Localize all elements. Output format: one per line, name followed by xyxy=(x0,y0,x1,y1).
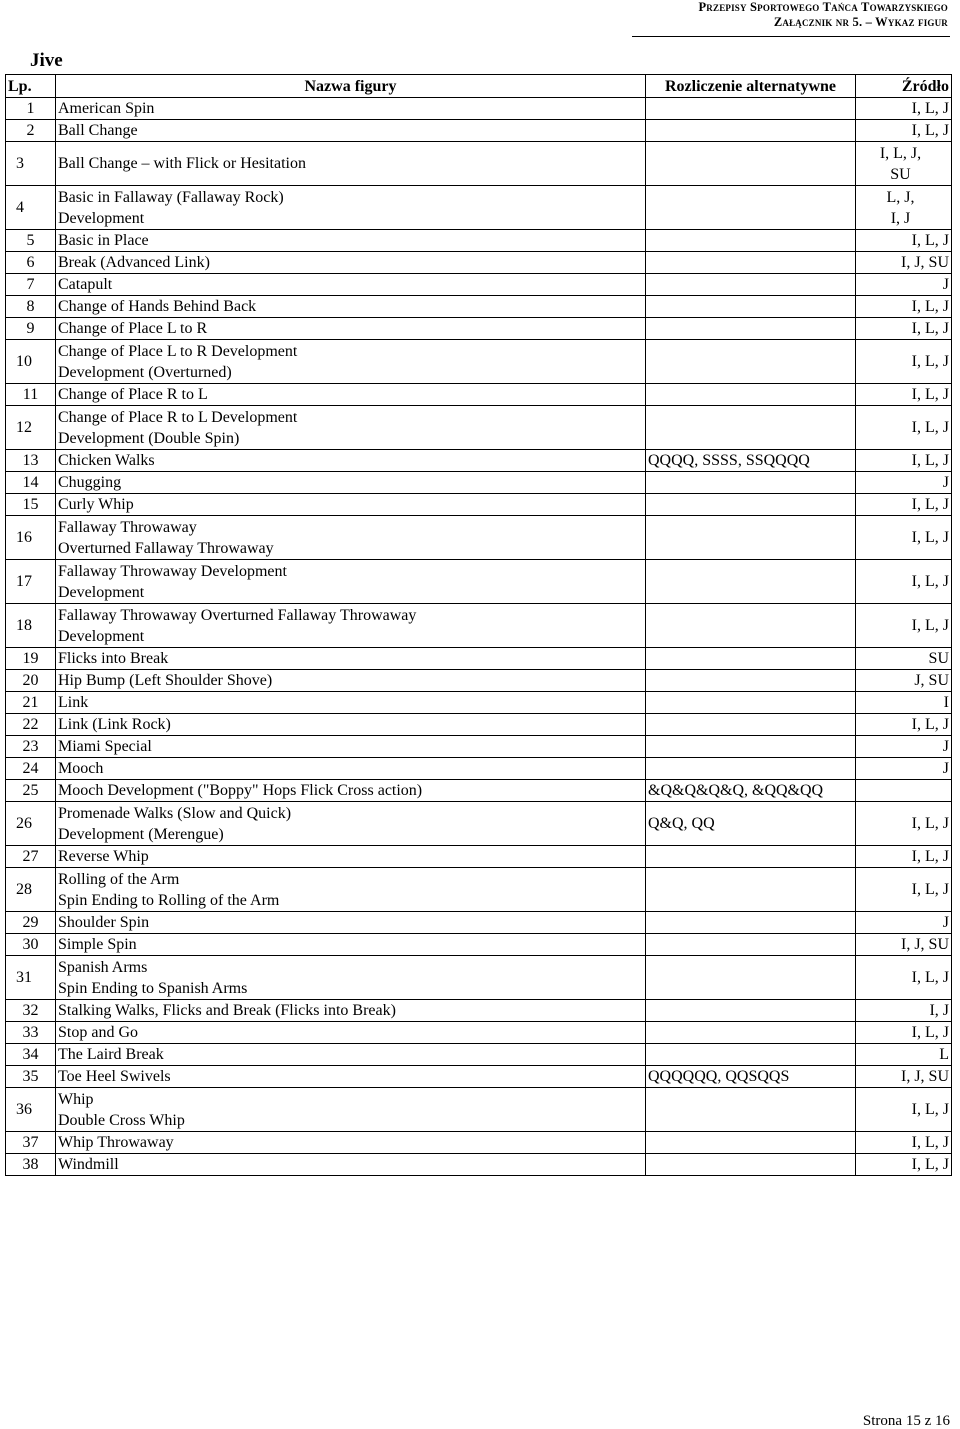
source-line: I, L, J xyxy=(911,573,949,590)
table-row xyxy=(6,450,952,472)
cell-alternative-count xyxy=(646,1000,856,1022)
cell-lp: 20 xyxy=(6,670,56,692)
cell-alternative-count xyxy=(646,560,856,604)
cell-alternative-count: QQQQ, SSSS, SSQQQQ xyxy=(646,450,856,472)
source-line: L xyxy=(939,1046,949,1063)
figure-name-line: Chicken Walks xyxy=(58,452,155,469)
cell-alternative-count xyxy=(646,406,856,450)
cell-alternative-count: &Q&Q&Q&Q, &QQ&QQ xyxy=(646,780,856,802)
table-row xyxy=(6,1088,952,1132)
cell-figure-name xyxy=(56,648,646,670)
cell-source xyxy=(856,384,952,406)
figures-table xyxy=(5,74,952,1176)
cell-alternative-count: QQQQQQ, QQSQQS xyxy=(646,1066,856,1088)
cell-figure-name xyxy=(56,758,646,780)
cell-figure-name xyxy=(56,1088,646,1132)
cell-source xyxy=(856,934,952,956)
cell-figure-name xyxy=(56,252,646,274)
source-line: SU xyxy=(890,165,911,183)
cell-lp: 3 xyxy=(6,142,56,186)
figure-name-line: Break (Advanced Link) xyxy=(58,254,210,271)
cell-lp: 22 xyxy=(6,714,56,736)
cell-source xyxy=(856,472,952,494)
cell-source xyxy=(856,296,952,318)
source-line: I, L, J xyxy=(911,1101,949,1118)
cell-lp: 10 xyxy=(6,340,56,384)
cell-alternative-count xyxy=(646,120,856,142)
cell-alternative-count xyxy=(646,1022,856,1044)
cell-source xyxy=(856,494,952,516)
figure-name-line: Spin Ending to Spanish Arms xyxy=(58,979,248,997)
table-row xyxy=(6,758,952,780)
figure-name-line: Mooch xyxy=(58,760,104,777)
table-row xyxy=(6,802,952,846)
table-row xyxy=(6,274,952,296)
cell-source xyxy=(856,252,952,274)
cell-source xyxy=(856,868,952,912)
source-line: I xyxy=(943,694,949,711)
page-number: Strona 15 z 16 xyxy=(862,1413,950,1429)
cell-source xyxy=(856,1132,952,1154)
cell-figure-name xyxy=(56,384,646,406)
cell-lp: 18 xyxy=(6,604,56,648)
cell-source xyxy=(856,274,952,296)
cell-source xyxy=(856,758,952,780)
cell-figure-name xyxy=(56,846,646,868)
header-line-annex: Załącznik nr 5. – Wykaz figur xyxy=(773,15,948,29)
cell-figure-name xyxy=(56,780,646,802)
cell-alternative-count xyxy=(646,472,856,494)
cell-source xyxy=(856,1000,952,1022)
cell-lp: 17 xyxy=(6,560,56,604)
figure-name-line: Spanish Arms xyxy=(58,958,148,976)
cell-source xyxy=(856,340,952,384)
source-line: I, J xyxy=(890,209,911,227)
figure-name-line: Change of Hands Behind Back xyxy=(58,298,257,315)
cell-alternative-count xyxy=(646,1132,856,1154)
figure-name-line: Rolling of the Arm xyxy=(58,870,180,888)
figure-name-line: Chugging xyxy=(58,474,122,491)
table-row xyxy=(6,494,952,516)
cell-figure-name xyxy=(56,296,646,318)
cell-figure-name xyxy=(56,142,646,186)
cell-alternative-count xyxy=(646,714,856,736)
figure-name-line: Change of Place R to L Development xyxy=(58,408,298,426)
source-line: I, L, J xyxy=(911,815,949,832)
figure-name-line: American Spin xyxy=(58,100,155,117)
figure-name-line: Stalking Walks, Flicks and Break (Flicks into Break) xyxy=(58,1002,396,1019)
source-line: J xyxy=(942,914,949,931)
figure-name-line: Hip Bump (Left Shoulder Shove) xyxy=(58,672,273,689)
source-line: I, L, J xyxy=(911,969,949,986)
cell-figure-name xyxy=(56,802,646,846)
cell-alternative-count xyxy=(646,98,856,120)
figure-name-line: Fallaway Throwaway Development xyxy=(58,562,287,580)
cell-source xyxy=(856,186,952,230)
cell-source xyxy=(856,450,952,472)
cell-figure-name xyxy=(56,714,646,736)
cell-lp: 24 xyxy=(6,758,56,780)
cell-alternative-count xyxy=(646,230,856,252)
cell-alternative-count xyxy=(646,142,856,186)
cell-lp: 26 xyxy=(6,802,56,846)
figure-name-line: Toe Heel Swivels xyxy=(58,1068,171,1085)
cell-source xyxy=(856,1066,952,1088)
cell-alternative-count xyxy=(646,846,856,868)
cell-lp: 7 xyxy=(6,274,56,296)
column-header-name: Nazwa figury xyxy=(56,75,646,98)
cell-lp: 5 xyxy=(6,230,56,252)
table-row xyxy=(6,318,952,340)
figure-name-line: Basic in Place xyxy=(58,232,149,249)
cell-lp: 15 xyxy=(6,494,56,516)
table-row xyxy=(6,186,952,230)
source-line: I, L, J xyxy=(911,1156,949,1173)
cell-source xyxy=(856,670,952,692)
cell-lp: 1 xyxy=(6,98,56,120)
source-line: I, L, J xyxy=(911,617,949,634)
source-line: J xyxy=(942,276,949,293)
cell-lp: 6 xyxy=(6,252,56,274)
table-row xyxy=(6,934,952,956)
table-row xyxy=(6,648,952,670)
cell-lp: 25 xyxy=(6,780,56,802)
table-row xyxy=(6,340,952,384)
table-row xyxy=(6,142,952,186)
cell-alternative-count xyxy=(646,604,856,648)
cell-source xyxy=(856,1022,952,1044)
cell-source xyxy=(856,1088,952,1132)
column-header-lp: Lp. xyxy=(6,75,56,98)
cell-lp: 12 xyxy=(6,406,56,450)
cell-source xyxy=(856,1044,952,1066)
figure-name-line: Shoulder Spin xyxy=(58,914,150,931)
header-line-title: Przepisy Sportowego Tańca Towarzyskiego xyxy=(698,0,948,14)
cell-lp: 29 xyxy=(6,912,56,934)
table-row xyxy=(6,230,952,252)
source-line: I, L, J xyxy=(911,881,949,898)
figure-name-line: Fallaway Throwaway xyxy=(58,518,197,536)
cell-source xyxy=(856,692,952,714)
figures-table-body xyxy=(6,98,952,1176)
table-row xyxy=(6,1066,952,1088)
cell-alternative-count xyxy=(646,516,856,560)
figure-name-line: Link xyxy=(58,694,89,711)
figure-name-line: Ball Change xyxy=(58,122,138,139)
cell-source xyxy=(856,1154,952,1176)
cell-alternative-count xyxy=(646,934,856,956)
cell-lp: 31 xyxy=(6,956,56,1000)
figure-name-line: The Laird Break xyxy=(58,1046,164,1063)
figure-name-line: Miami Special xyxy=(58,738,152,755)
cell-source xyxy=(856,604,952,648)
table-row xyxy=(6,1132,952,1154)
figure-name-line: Whip xyxy=(58,1090,94,1108)
table-header-row xyxy=(6,75,952,98)
cell-figure-name xyxy=(56,274,646,296)
cell-alternative-count xyxy=(646,648,856,670)
cell-source xyxy=(856,230,952,252)
cell-source xyxy=(856,648,952,670)
table-row xyxy=(6,604,952,648)
cell-lp: 23 xyxy=(6,736,56,758)
figure-name-line: Promenade Walks (Slow and Quick) xyxy=(58,804,292,822)
cell-alternative-count xyxy=(646,1088,856,1132)
source-line: I, L, J xyxy=(911,122,949,139)
cell-figure-name xyxy=(56,340,646,384)
source-line: I, L, J xyxy=(911,1134,949,1151)
cell-figure-name xyxy=(56,670,646,692)
document-header xyxy=(628,0,948,30)
source-line: I, L, J xyxy=(911,716,949,733)
source-line: L, J, xyxy=(886,188,915,206)
cell-figure-name xyxy=(56,1066,646,1088)
cell-figure-name xyxy=(56,406,646,450)
cell-figure-name xyxy=(56,120,646,142)
cell-alternative-count xyxy=(646,1154,856,1176)
source-line: I, J, SU xyxy=(900,254,949,271)
table-row xyxy=(6,780,952,802)
cell-lp: 28 xyxy=(6,868,56,912)
figure-name-line: Development xyxy=(58,627,145,645)
source-line: SU xyxy=(928,650,949,667)
table-row xyxy=(6,692,952,714)
figure-name-line: Mooch Development ("Boppy" Hops Flick Cross action) xyxy=(58,782,423,799)
cell-alternative-count xyxy=(646,494,856,516)
figure-name-line: Change of Place L to R Development xyxy=(58,342,298,360)
source-line: J xyxy=(942,738,949,755)
cell-lp: 30 xyxy=(6,934,56,956)
cell-alternative-count xyxy=(646,318,856,340)
cell-source xyxy=(856,956,952,1000)
source-line: I, L, J xyxy=(911,232,949,249)
source-line: I, L, J xyxy=(911,298,949,315)
figure-name-line: Flicks into Break xyxy=(58,650,169,667)
figure-name-line: Overturned Fallaway Throwaway xyxy=(58,539,274,557)
cell-lp: 38 xyxy=(6,1154,56,1176)
cell-figure-name xyxy=(56,516,646,560)
table-row xyxy=(6,912,952,934)
cell-figure-name xyxy=(56,868,646,912)
cell-lp: 9 xyxy=(6,318,56,340)
source-line: J xyxy=(942,474,949,491)
source-line: I, J, SU xyxy=(900,936,949,953)
cell-lp: 27 xyxy=(6,846,56,868)
table-row xyxy=(6,670,952,692)
cell-figure-name xyxy=(56,318,646,340)
table-row xyxy=(6,296,952,318)
source-line: I, L, J xyxy=(911,100,949,117)
cell-lp: 14 xyxy=(6,472,56,494)
cell-alternative-count xyxy=(646,758,856,780)
cell-source xyxy=(856,846,952,868)
cell-lp: 34 xyxy=(6,1044,56,1066)
source-line: I, L, J xyxy=(911,320,949,337)
cell-figure-name xyxy=(56,1022,646,1044)
figure-name-line: Link (Link Rock) xyxy=(58,716,171,733)
cell-source xyxy=(856,98,952,120)
cell-figure-name xyxy=(56,604,646,648)
cell-lp: 37 xyxy=(6,1132,56,1154)
table-row xyxy=(6,1044,952,1066)
cell-figure-name xyxy=(56,98,646,120)
table-row xyxy=(6,472,952,494)
cell-alternative-count xyxy=(646,956,856,1000)
source-line: I, J, SU xyxy=(900,1068,949,1085)
cell-alternative-count xyxy=(646,868,856,912)
cell-alternative-count xyxy=(646,692,856,714)
column-header-alternative: Rozliczenie alternatywne xyxy=(646,75,856,98)
cell-source xyxy=(856,560,952,604)
cell-lp: 21 xyxy=(6,692,56,714)
cell-alternative-count xyxy=(646,274,856,296)
cell-alternative-count xyxy=(646,252,856,274)
cell-source xyxy=(856,736,952,758)
cell-source xyxy=(856,120,952,142)
figure-name-line: Development xyxy=(58,583,145,601)
header-divider xyxy=(632,36,950,37)
cell-lp: 19 xyxy=(6,648,56,670)
cell-figure-name xyxy=(56,934,646,956)
cell-alternative-count xyxy=(646,670,856,692)
source-line: I, L, J xyxy=(911,419,949,436)
figure-name-line: Change of Place R to L xyxy=(58,386,208,403)
figure-name-line: Stop and Go xyxy=(58,1024,138,1041)
cell-source xyxy=(856,912,952,934)
table-row xyxy=(6,1000,952,1022)
figure-name-line: Spin Ending to Rolling of the Arm xyxy=(58,891,280,909)
cell-source xyxy=(856,406,952,450)
cell-source xyxy=(856,318,952,340)
cell-figure-name xyxy=(56,450,646,472)
cell-lp: 16 xyxy=(6,516,56,560)
cell-figure-name xyxy=(56,956,646,1000)
cell-lp: 33 xyxy=(6,1022,56,1044)
cell-alternative-count xyxy=(646,912,856,934)
table-row xyxy=(6,1022,952,1044)
cell-figure-name xyxy=(56,912,646,934)
cell-alternative-count: Q&Q, QQ xyxy=(646,802,856,846)
figure-name-line: Whip Throwaway xyxy=(58,1134,174,1151)
cell-alternative-count xyxy=(646,1044,856,1066)
cell-lp: 11 xyxy=(6,384,56,406)
cell-lp: 13 xyxy=(6,450,56,472)
cell-source xyxy=(856,142,952,186)
source-line: I, L, J xyxy=(911,1024,949,1041)
source-line: I, L, J xyxy=(911,848,949,865)
figure-name-line: Development (Double Spin) xyxy=(58,429,240,447)
cell-figure-name xyxy=(56,1044,646,1066)
column-header-source: Źródło xyxy=(856,75,952,98)
table-row xyxy=(6,956,952,1000)
cell-figure-name xyxy=(56,472,646,494)
cell-figure-name xyxy=(56,186,646,230)
figure-name-line: Fallaway Throwaway Overturned Fallaway Throwaway xyxy=(58,606,417,624)
table-row xyxy=(6,868,952,912)
table-row xyxy=(6,98,952,120)
figure-name-line: Windmill xyxy=(58,1156,119,1173)
source-line: I, L, J xyxy=(911,496,949,513)
cell-source xyxy=(856,780,952,802)
source-line: I, L, J xyxy=(911,452,949,469)
source-line: I, J xyxy=(929,1002,949,1019)
figure-name-line: Catapult xyxy=(58,276,113,293)
cell-source xyxy=(856,802,952,846)
cell-lp: 32 xyxy=(6,1000,56,1022)
source-line: J xyxy=(942,760,949,777)
cell-lp: 2 xyxy=(6,120,56,142)
figure-name-line: Basic in Fallaway (Fallaway Rock) xyxy=(58,188,284,206)
source-line: I, L, J xyxy=(911,386,949,403)
cell-figure-name xyxy=(56,1132,646,1154)
source-line: I, L, J, xyxy=(879,144,922,162)
table-row xyxy=(6,120,952,142)
cell-figure-name xyxy=(56,1000,646,1022)
figure-name-line: Reverse Whip xyxy=(58,848,149,865)
figure-name-line: Double Cross Whip xyxy=(58,1111,185,1129)
cell-alternative-count xyxy=(646,296,856,318)
cell-figure-name xyxy=(56,494,646,516)
cell-figure-name xyxy=(56,1154,646,1176)
cell-figure-name xyxy=(56,736,646,758)
cell-lp: 35 xyxy=(6,1066,56,1088)
source-line: I, L, J xyxy=(911,353,949,370)
figure-name-line: Curly Whip xyxy=(58,496,134,513)
table-row xyxy=(6,560,952,604)
table-row xyxy=(6,1154,952,1176)
cell-lp: 36 xyxy=(6,1088,56,1132)
table-row xyxy=(6,406,952,450)
cell-figure-name xyxy=(56,560,646,604)
table-row xyxy=(6,516,952,560)
cell-figure-name xyxy=(56,692,646,714)
source-line: I, L, J xyxy=(911,529,949,546)
table-row xyxy=(6,384,952,406)
cell-figure-name xyxy=(56,230,646,252)
figure-name-line: Development (Merengue) xyxy=(58,825,224,843)
cell-lp: 8 xyxy=(6,296,56,318)
cell-source xyxy=(856,516,952,560)
cell-alternative-count xyxy=(646,736,856,758)
cell-alternative-count xyxy=(646,384,856,406)
table-row xyxy=(6,736,952,758)
figure-name-line: Development (Overturned) xyxy=(58,363,232,381)
cell-alternative-count xyxy=(646,186,856,230)
table-row xyxy=(6,252,952,274)
source-line: J, SU xyxy=(914,672,949,689)
cell-alternative-count xyxy=(646,340,856,384)
figure-name-line: Simple Spin xyxy=(58,936,137,953)
figure-name-line: Change of Place L to R xyxy=(58,320,208,337)
table-row xyxy=(6,846,952,868)
section-title: Jive xyxy=(30,50,63,71)
cell-source xyxy=(856,714,952,736)
table-row xyxy=(6,714,952,736)
figure-name-line: Ball Change – with Flick or Hesitation xyxy=(58,155,306,172)
cell-lp: 4 xyxy=(6,186,56,230)
figure-name-line: Development xyxy=(58,209,145,227)
